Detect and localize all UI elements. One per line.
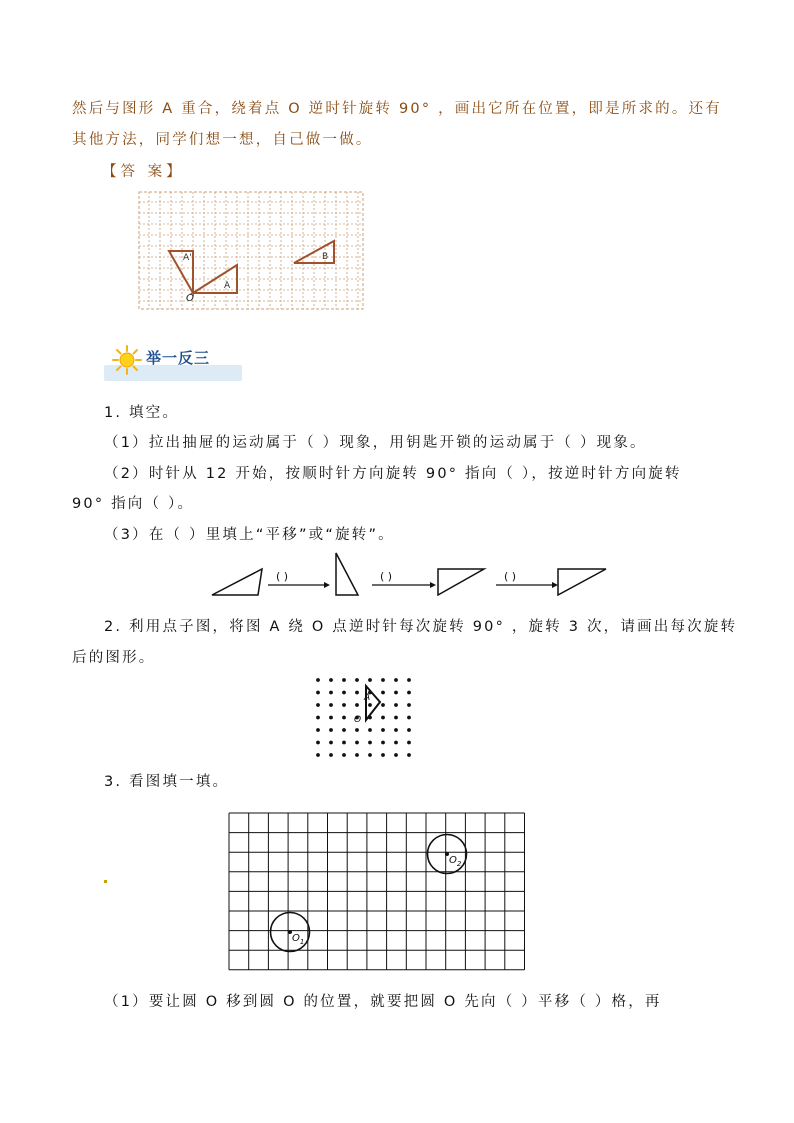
- q1-sub3: （3）在（ ）里填上“平移”或“旋转”。: [104, 527, 395, 543]
- label-b: B: [322, 252, 329, 262]
- label-a-prime: A': [183, 253, 192, 263]
- arrow-2-blank: ( ): [380, 570, 393, 583]
- q1-sub1: （1）拉出抽屉的运动属于（ ）现象，用钥匙开锁的运动属于（ ）现象。: [104, 435, 647, 451]
- answer-grid-figure: [138, 191, 364, 310]
- stray-dot: [104, 880, 107, 883]
- label-a: A: [224, 281, 231, 291]
- dot-label-o: O: [354, 715, 362, 725]
- dot-label-a: A: [364, 693, 371, 703]
- circle-o2-label: $O_2$: [449, 855, 462, 868]
- q1-sequence-figure: [208, 551, 612, 599]
- intro-line-1: 然后与图形 A 重合，绕着点 O 逆时针旋转 90° ，画出它所在位置，即是所求的。还有: [72, 101, 722, 117]
- label-o: O: [186, 293, 194, 304]
- arrow-3-blank: ( ): [504, 570, 517, 583]
- arrow-1-blank: ( ): [276, 570, 289, 583]
- section-title: 举一反三: [146, 349, 211, 367]
- circle-o1-label: $O_1$: [292, 933, 305, 946]
- q1-heading: 1. 填空。: [104, 405, 180, 421]
- shape-4: [558, 569, 606, 595]
- shape-2: [336, 553, 358, 595]
- q1-sub2-line2: 90° 指向（ ）。: [72, 496, 195, 512]
- q3-grid-figure: [228, 812, 528, 974]
- q1-sub2-line1: （2）时针从 12 开始，按顺时针方向旋转 90° 指向（ ），按逆时针方向旋转: [104, 466, 682, 482]
- q2-line-2: 后的图形。: [72, 650, 156, 666]
- triangle-a-dot: [366, 686, 380, 720]
- section-header: [102, 343, 242, 383]
- shape-1: [212, 569, 262, 595]
- answer-label: 【答 案】: [102, 164, 185, 180]
- sun-icon: [112, 345, 142, 375]
- q3-heading: 3. 看图填一填。: [104, 774, 230, 790]
- q3-sub1: （1）要让圆 O 移到圆 O 的位置，就要把圆 O 先向（ ）平移（ ）格，再: [104, 994, 662, 1010]
- dot-grid-figure: [314, 676, 414, 760]
- intro-line-2: 其他方法，同学们想一想，自己做一做。: [72, 132, 373, 148]
- shape-3: [438, 569, 484, 595]
- q2-line-1: 2. 利用点子图，将图 A 绕 O 点逆时针每次旋转 90° ，旋转 3 次，请画出每次旋转: [104, 619, 738, 635]
